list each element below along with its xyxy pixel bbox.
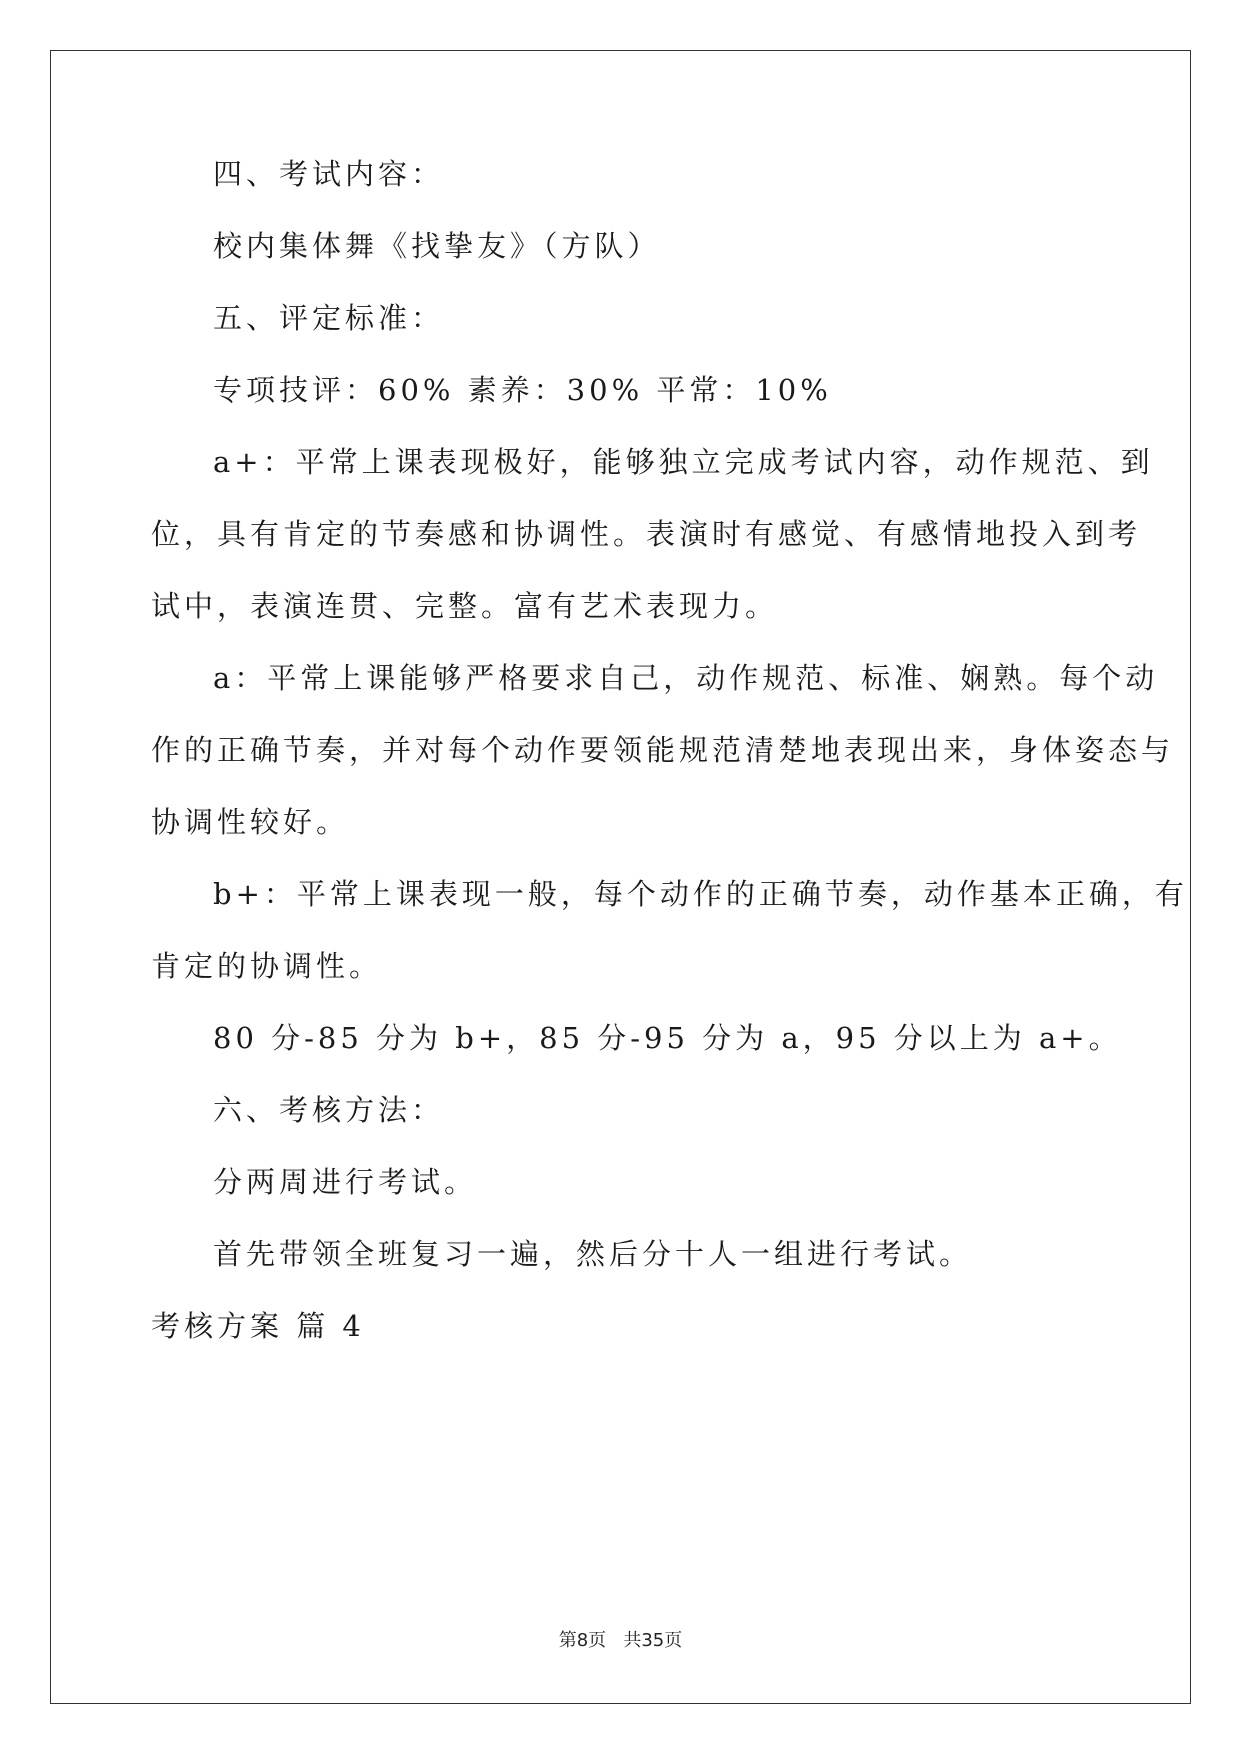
paragraph-line: 首先带领全班复习一遍，然后分十人一组进行考试。: [213, 1237, 973, 1271]
paragraph-line: 试中，表演连贯、完整。富有艺术表现力。: [151, 589, 779, 623]
section-heading-criteria: 五、评定标准：: [213, 301, 445, 335]
paragraph-line: 分两周进行考试。: [213, 1165, 478, 1199]
paragraph-line: b+：平常上课表现一般，每个动作的正确节奏，动作基本正确，有: [213, 877, 1188, 911]
paragraph-line: 校内集体舞《找挚友》（方队）: [213, 229, 661, 263]
page-footer: 第8页 共35页: [558, 1630, 683, 1651]
chapter-heading: 考核方案 篇 4: [151, 1309, 365, 1343]
paragraph-line: 作的正确节奏，并对每个动作要领能规范清楚地表现出来，身体姿态与: [151, 733, 1175, 767]
paragraph-line: 肯定的协调性。: [151, 949, 383, 983]
paragraph-line: a：平常上课能够严格要求自己，动作规范、标准、娴熟。每个动: [213, 661, 1159, 695]
paragraph-line: 协调性较好。: [151, 805, 350, 839]
paragraph-line: 80 分-85 分为 b+，85 分-95 分为 a，95 分以上为 a+。: [213, 1021, 1122, 1055]
section-heading-exam-content: 四、考试内容：: [213, 157, 445, 191]
paragraph-line: 位，具有肯定的节奏感和协调性。表演时有感觉、有感情地投入到考: [151, 517, 1142, 551]
paragraph-line: a+：平常上课表现极好，能够独立完成考试内容，动作规范、到: [213, 445, 1154, 479]
section-heading-method: 六、考核方法：: [213, 1093, 445, 1127]
paragraph-line: 专项技评：60% 素养：30% 平常：10%: [213, 373, 832, 407]
